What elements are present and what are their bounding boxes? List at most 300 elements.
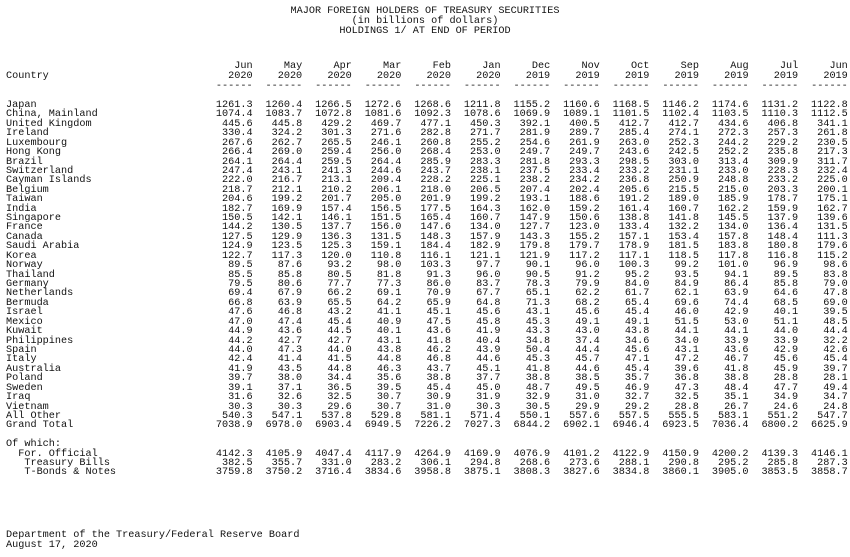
holding-value: 6800.2 — [761, 420, 799, 432]
holding-value: 249.7 — [519, 147, 551, 159]
holding-value: 469.7 — [370, 118, 402, 130]
holding-value: 313.4 — [717, 156, 749, 168]
holding-value: 182.7 — [222, 203, 253, 215]
holding-value: 218.0 — [420, 184, 451, 196]
holding-value: 4264.9 — [414, 448, 451, 460]
holding-value: 43.1 — [376, 335, 402, 347]
holding-value: 80.6 — [277, 279, 303, 291]
holding-value: 97.7 — [476, 260, 501, 272]
holding-value: 244.2 — [717, 137, 749, 149]
holding-value: 205.0 — [370, 194, 402, 206]
holding-value: 49.4 — [823, 382, 848, 394]
column-year: 2020 — [228, 71, 253, 82]
holding-value: 83.8 — [823, 269, 848, 281]
column-underline: ------ — [811, 81, 848, 92]
holding-value: 65.4 — [624, 297, 650, 309]
holding-value: 150.6 — [569, 213, 600, 225]
holding-value: 429.2 — [321, 118, 352, 130]
holding-value: 74.4 — [724, 297, 749, 309]
holding-value: 264.4 — [271, 156, 303, 168]
holding-value: 30.9 — [426, 392, 451, 404]
column-underline: ------ — [414, 81, 451, 92]
holding-value: 217.3 — [817, 147, 848, 159]
holding-value: 47.4 — [277, 316, 303, 328]
holding-value: 3759.8 — [215, 467, 253, 479]
holding-value: 285.9 — [420, 156, 451, 168]
footer-source: Department of the Treasury/Federal Reserve Board — [6, 530, 300, 541]
holding-value: 3858.7 — [811, 467, 848, 479]
holding-value: 62.1 — [674, 288, 699, 300]
holding-value: 28.8 — [674, 401, 699, 413]
holding-value: 6844.2 — [513, 420, 551, 432]
holding-value: 46.8 — [426, 354, 451, 366]
country-name: Germany — [6, 279, 49, 291]
holding-value: 44.0 — [327, 344, 352, 356]
holding-value: 177.5 — [420, 203, 451, 215]
holding-value: 287.3 — [817, 458, 848, 470]
holding-value: 7226.2 — [414, 420, 451, 432]
holding-value: 89.5 — [228, 260, 253, 272]
holding-value: 581.1 — [420, 410, 451, 422]
column-underline: ------ — [711, 81, 749, 92]
holding-value: 143.3 — [519, 231, 551, 243]
holding-value: 45.3 — [525, 316, 551, 328]
holding-value: 145.5 — [717, 213, 749, 225]
holding-value: 49.1 — [575, 316, 600, 328]
holding-value: 43.0 — [575, 326, 600, 338]
holding-value: 30.5 — [525, 401, 551, 413]
holding-value: 551.2 — [767, 410, 799, 422]
holding-value: 434.6 — [717, 118, 749, 130]
holding-value: 261.8 — [817, 128, 848, 140]
holding-value: 44.2 — [228, 335, 253, 347]
holding-value: 3808.3 — [513, 467, 551, 479]
holding-value: 1103.5 — [711, 109, 749, 121]
holding-value: 44.1 — [724, 326, 749, 338]
holding-value: 243.1 — [271, 165, 303, 177]
holding-value: 123.0 — [569, 222, 600, 234]
country-name: T-Bonds & Notes — [6, 467, 117, 479]
country-name: Taiwan — [6, 194, 43, 206]
holding-value: 4047.4 — [315, 448, 352, 460]
holding-value: 241.3 — [321, 165, 352, 177]
holding-value: 45.1 — [476, 363, 501, 375]
holding-value: 550.1 — [519, 410, 551, 422]
holding-value: 32.5 — [674, 392, 699, 404]
holding-value: 243.7 — [420, 165, 451, 177]
holding-value: 179.6 — [817, 241, 848, 253]
holding-value: 206.1 — [370, 184, 402, 196]
holding-value: 205.6 — [618, 184, 650, 196]
country-name: Thailand — [6, 269, 55, 281]
holding-value: 182.9 — [469, 241, 501, 253]
holding-value: 38.0 — [277, 373, 303, 385]
column-year: 2020 — [476, 71, 501, 82]
holding-value: 93.2 — [327, 260, 352, 272]
holding-value: 311.7 — [817, 156, 848, 168]
holding-value: 44.0 — [228, 344, 253, 356]
holding-value: 51.5 — [674, 316, 699, 328]
column-underline: ------ — [315, 81, 352, 92]
holding-value: 44.9 — [228, 326, 253, 338]
holding-value: 236.8 — [618, 175, 650, 187]
holding-value: 40.1 — [376, 326, 402, 338]
holding-value: 3853.5 — [761, 467, 799, 479]
column-month: Jul — [779, 61, 799, 72]
holding-value: 137.9 — [767, 213, 799, 225]
holding-value: 43.6 — [426, 326, 451, 338]
holding-value: 159.1 — [370, 241, 402, 253]
country-column-header: Country — [6, 71, 49, 82]
holding-value: 144.2 — [222, 222, 253, 234]
holding-value: 131.5 — [370, 231, 402, 243]
holding-value: 94.1 — [724, 269, 749, 281]
country-name: Singapore — [6, 213, 62, 225]
holding-value: 179.7 — [569, 241, 600, 253]
holding-value: 45.4 — [426, 382, 451, 394]
holding-value: 79.0 — [823, 279, 848, 291]
holding-value: 93.5 — [674, 269, 699, 281]
holding-value: 218.7 — [222, 184, 253, 196]
holding-value: 201.9 — [420, 194, 451, 206]
holding-value: 259.4 — [321, 147, 352, 159]
holding-value: 134.0 — [469, 222, 501, 234]
country-name: Poland — [6, 373, 43, 385]
holding-value: 38.8 — [426, 373, 451, 385]
holding-value: 68.2 — [575, 297, 600, 309]
holding-value: 110.8 — [370, 250, 402, 262]
holding-value: 138.8 — [618, 213, 650, 225]
holding-value: 262.7 — [271, 137, 303, 149]
column-underline: ------ — [463, 81, 501, 92]
holding-value: 43.1 — [525, 307, 551, 319]
holding-value: 260.8 — [420, 137, 451, 149]
holding-value: 288.1 — [618, 458, 650, 470]
holding-value: 139.6 — [817, 213, 848, 225]
holding-value: 69.6 — [674, 297, 699, 309]
holding-value: 257.3 — [767, 128, 799, 140]
holding-value: 41.8 — [525, 363, 551, 375]
holding-value: 86.4 — [724, 279, 749, 291]
holding-value: 45.6 — [476, 307, 501, 319]
holding-value: 98.0 — [376, 260, 402, 272]
report-title: MAJOR FOREIGN HOLDERS OF TREASURY SECURITIES — [290, 6, 560, 17]
holding-value: 230.5 — [817, 137, 848, 149]
holding-value: 45.6 — [773, 354, 799, 366]
holding-value: 37.7 — [476, 373, 501, 385]
table-row — [6, 468, 848, 477]
holding-value: 547.7 — [817, 410, 848, 422]
holding-value: 183.8 — [717, 241, 749, 253]
holding-value: 180.8 — [767, 241, 799, 253]
holding-value: 148.3 — [420, 231, 451, 243]
holding-value: 1174.6 — [711, 100, 749, 111]
holding-value: 157.1 — [618, 231, 650, 243]
holding-value: 89.5 — [773, 269, 799, 281]
holding-value: 266.4 — [222, 147, 253, 159]
holding-value: 3834.8 — [612, 467, 650, 479]
column-year: 2019 — [575, 71, 600, 82]
holding-value: 4142.3 — [215, 448, 253, 460]
country-name: India — [6, 203, 37, 215]
holding-value: 150.5 — [222, 213, 253, 225]
holding-value: 557.6 — [569, 410, 600, 422]
holding-value: 45.9 — [773, 363, 799, 375]
column-month: Oct — [631, 61, 650, 72]
holding-value: 48.5 — [823, 316, 848, 328]
column-month: Sep — [680, 61, 699, 72]
holding-value: 199.2 — [271, 194, 303, 206]
of-which-label: Of which: — [6, 439, 62, 451]
holding-value: 70.9 — [426, 288, 451, 300]
holding-value: 156.0 — [370, 222, 402, 234]
holding-value: 36.8 — [674, 373, 699, 385]
holding-value: 125.3 — [321, 241, 352, 253]
holding-value: 35.7 — [624, 373, 650, 385]
holding-value: 1266.5 — [315, 100, 352, 111]
holding-value: 38.5 — [575, 373, 600, 385]
holding-value: 26.7 — [724, 401, 749, 413]
holding-value: 122.7 — [222, 250, 253, 262]
holding-value: 225.0 — [817, 175, 848, 187]
holding-value: 200.1 — [817, 184, 848, 196]
holding-value: 123.5 — [271, 241, 303, 253]
holding-value: 43.9 — [476, 344, 501, 356]
holding-value: 228.2 — [420, 175, 451, 187]
holding-value: 193.1 — [519, 194, 551, 206]
holding-value: 141.8 — [668, 213, 699, 225]
holding-value: 42.6 — [823, 344, 848, 356]
holding-value: 47.6 — [228, 307, 253, 319]
holding-value: 155.2 — [569, 231, 600, 243]
holding-value: 1112.5 — [811, 109, 848, 121]
holding-value: 151.5 — [370, 213, 402, 225]
holding-value: 137.7 — [321, 222, 352, 234]
holding-value: 42.7 — [277, 335, 303, 347]
holding-value: 330.4 — [222, 128, 253, 140]
holding-value: 129.9 — [271, 231, 303, 243]
column-year: 2019 — [674, 71, 699, 82]
column-year: 2020 — [376, 71, 402, 82]
holding-value: 147.6 — [420, 222, 451, 234]
holding-value: 32.7 — [624, 392, 650, 404]
holding-value: 213.1 — [321, 175, 352, 187]
holding-value: 199.2 — [469, 194, 501, 206]
holding-value: 38.8 — [724, 373, 749, 385]
holding-value: 69.1 — [376, 288, 402, 300]
holding-value: 231.1 — [668, 165, 699, 177]
holding-value: 49.5 — [575, 382, 600, 394]
holding-value: 44.8 — [327, 363, 352, 375]
holding-value: 31.9 — [476, 392, 501, 404]
holding-value: 127.5 — [222, 231, 253, 243]
holding-value: 44.8 — [376, 354, 402, 366]
holding-value: 191.2 — [618, 194, 650, 206]
holding-value: 1122.8 — [811, 100, 848, 111]
holding-value: 4105.9 — [265, 448, 303, 460]
holding-value: 268.6 — [519, 458, 551, 470]
holding-value: 47.2 — [674, 354, 699, 366]
holding-value: 253.0 — [469, 147, 501, 159]
holding-value: 29.9 — [575, 401, 600, 413]
holding-value: 53.0 — [724, 316, 749, 328]
holding-value: 47.5 — [426, 316, 451, 328]
footer-date: August 17, 2020 — [6, 540, 98, 551]
holding-value: 65.1 — [525, 288, 551, 300]
holding-value: 6949.5 — [364, 420, 402, 432]
holding-value: 184.4 — [420, 241, 451, 253]
column-underline: ------ — [513, 81, 551, 92]
holding-value: 35.6 — [376, 373, 402, 385]
holding-value: 1168.5 — [612, 100, 650, 111]
holding-value: 41.9 — [228, 363, 253, 375]
holding-value: 178.9 — [618, 241, 650, 253]
holding-value: 3905.0 — [711, 467, 749, 479]
holding-value: 43.8 — [624, 326, 650, 338]
holding-value: 117.8 — [717, 250, 749, 262]
holding-value: 159.9 — [767, 203, 799, 215]
holding-value: 67.7 — [476, 288, 501, 300]
column-year: 2020 — [277, 71, 303, 82]
holding-value: 1146.2 — [662, 100, 699, 111]
holding-value: 206.5 — [469, 184, 501, 196]
holding-value: 159.2 — [569, 203, 600, 215]
holding-value: 445.6 — [222, 118, 253, 130]
holding-value: 392.1 — [519, 118, 551, 130]
column-month: Dec — [531, 61, 551, 72]
holding-value: 261.9 — [569, 137, 600, 149]
holding-value: 160.7 — [668, 203, 699, 215]
holding-value: 6978.0 — [265, 420, 303, 432]
holding-value: 47.1 — [624, 354, 650, 366]
holding-value: 43.6 — [724, 344, 749, 356]
holding-value: 100.3 — [618, 260, 650, 272]
holding-value: 47.3 — [277, 344, 303, 356]
holding-value: 156.5 — [370, 203, 402, 215]
holding-value: 51.1 — [773, 316, 799, 328]
column-underline: ------ — [215, 81, 253, 92]
holding-value: 79.5 — [228, 279, 253, 291]
holding-value: 157.4 — [321, 203, 352, 215]
holding-value: 1074.4 — [215, 109, 253, 121]
holding-value: 3750.2 — [265, 467, 303, 479]
holding-value: 247.4 — [222, 165, 253, 177]
holding-value: 117.3 — [271, 250, 303, 262]
holding-value: 272.3 — [717, 128, 749, 140]
column-year: 2020 — [327, 71, 352, 82]
column-month: Aug — [730, 61, 749, 72]
holding-value: 4146.1 — [811, 448, 848, 460]
holding-value: 79.9 — [575, 279, 600, 291]
holding-value: 477.1 — [420, 118, 451, 130]
holding-value: 294.8 — [469, 458, 501, 470]
holding-value: 96.9 — [773, 260, 799, 272]
country-name: Italy — [6, 354, 37, 366]
column-year: 2020 — [426, 71, 451, 82]
holding-value: 203.3 — [767, 184, 799, 196]
column-underline: ------ — [662, 81, 699, 92]
holding-value: 229.2 — [767, 137, 799, 149]
holding-value: 30.3 — [476, 401, 501, 413]
holding-value: 290.8 — [668, 458, 699, 470]
holding-value: 215.0 — [717, 184, 749, 196]
table-row — [6, 421, 848, 430]
holding-value: 179.8 — [519, 241, 551, 253]
holding-value: 115.2 — [817, 250, 848, 262]
holding-value: 35.1 — [724, 392, 749, 404]
holding-value: 295.2 — [717, 458, 749, 470]
holding-value: 80.5 — [327, 269, 352, 281]
holding-value: 48.4 — [724, 382, 749, 394]
holding-value: 45.0 — [476, 382, 501, 394]
holding-value: 49.1 — [624, 316, 650, 328]
holding-value: 77.3 — [376, 279, 402, 291]
holding-value: 34.7 — [823, 392, 848, 404]
holding-value: 34.0 — [674, 335, 699, 347]
holding-value: 45.6 — [624, 344, 650, 356]
holding-value: 547.1 — [271, 410, 303, 422]
holding-value: 1083.7 — [265, 109, 303, 121]
holding-value: 136.4 — [767, 222, 799, 234]
holding-value: 64.6 — [773, 288, 799, 300]
holding-value: 24.6 — [773, 401, 799, 413]
holding-value: 234.2 — [569, 175, 600, 187]
country-name: China, Mainland — [6, 109, 98, 121]
holding-value: 248.8 — [717, 175, 749, 187]
country-name: Belgium — [6, 184, 49, 196]
holding-value: 65.5 — [327, 297, 352, 309]
holding-value: 41.5 — [327, 354, 352, 366]
holding-value: 583.1 — [717, 410, 749, 422]
holding-value: 69.4 — [228, 288, 253, 300]
country-name: Spain — [6, 344, 37, 356]
holding-value: 32.5 — [327, 392, 352, 404]
holding-value: 309.9 — [767, 156, 799, 168]
holding-value: 1069.9 — [513, 109, 551, 121]
holding-value: 44.0 — [773, 326, 799, 338]
holding-value: 242.5 — [668, 147, 699, 159]
country-name: Korea — [6, 250, 37, 262]
holding-value: 41.1 — [376, 307, 402, 319]
holding-value: 99.2 — [674, 260, 699, 272]
holding-value: 84.0 — [624, 279, 650, 291]
holding-value: 209.4 — [370, 175, 402, 187]
column-month: May — [283, 61, 303, 72]
spacer-row — [6, 431, 848, 440]
holding-value: 85.5 — [228, 269, 253, 281]
country-name: Brazil — [6, 156, 43, 168]
holding-value: 95.2 — [624, 269, 650, 281]
holding-value: 243.6 — [618, 147, 650, 159]
holding-value: 46.0 — [674, 307, 699, 319]
column-month: Apr — [333, 61, 352, 72]
column-underline: ------ — [761, 81, 799, 92]
holding-value: 47.7 — [773, 382, 799, 394]
holding-value: 412.7 — [618, 118, 650, 130]
holding-value: 1155.2 — [513, 100, 551, 111]
holding-value: 400.5 — [569, 118, 600, 130]
holding-value: 382.5 — [222, 458, 253, 470]
holding-value: 235.8 — [767, 147, 799, 159]
holding-value: 355.7 — [271, 458, 303, 470]
holding-value: 31.6 — [228, 392, 253, 404]
holding-value: 45.4 — [624, 307, 650, 319]
holding-value: 67.9 — [277, 288, 303, 300]
holding-value: 228.3 — [767, 165, 799, 177]
country-name: Australia — [6, 363, 62, 375]
holding-value: 289.7 — [569, 128, 600, 140]
holding-value: 6625.9 — [811, 420, 848, 432]
